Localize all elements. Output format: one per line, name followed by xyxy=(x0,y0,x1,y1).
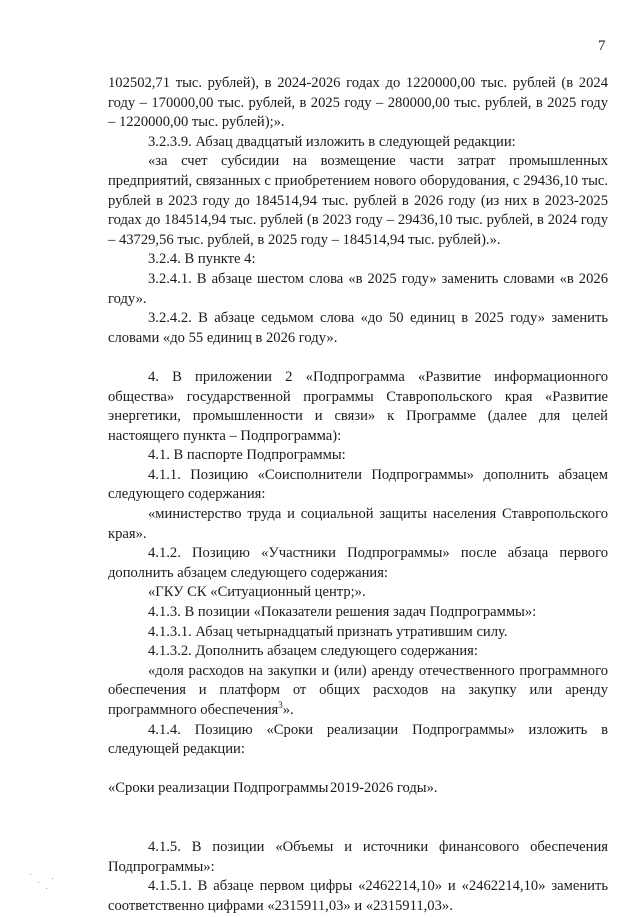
paragraph-tail: ». xyxy=(282,702,294,718)
document-body xyxy=(108,74,608,917)
paragraph: «за счет субсидии на возмещение части затрат промышленных предприятий, связанных с приобретением нового оборудования, с 29436,10 тыс. рублей в 2023 году до 184514,94 тыс. рублей в 2026 году (из них в 2023-2025 годах до 184514,94 тыс. рублей (в 2023 году – 29436,10 тыс. рублей, в 2024 году – 43729,56 тыс. рублей, в 2025 году – 184514,94 тыс. рублей).». xyxy=(108,153,608,248)
scan-speck xyxy=(38,882,39,883)
paragraph: 4. В приложении 2 «Подпрограмма «Развитие информационного общества» государственной программы Ставропольского края «Развитие энергетики, промышленности и связи» к Программе (далее для целей настоящего пункта – Подпрограмма): xyxy=(108,368,608,444)
paragraph: 4.1.1. Позицию «Соисполнители Подпрограммы» дополнить абзацем следующего содержания: xyxy=(108,466,608,503)
paragraph: 4.1.3. В позиции «Показатели решения задач Подпрограммы»: xyxy=(148,604,537,621)
paragraph: 3.2.4.1. В абзаце шестом слова «в 2025 году» заменить словами «в 2026 году». xyxy=(108,270,608,307)
paragraph: 4.1. В паспорте Подпрограммы: xyxy=(148,447,346,464)
paragraph: 4.1.5.1. В абзаце первом цифры «2462214,10» и «2462214,10» заменить соответственно цифрами «2315911,03» и «2315911,03». xyxy=(108,878,608,914)
paragraph: 3.2.4. В пункте 4: xyxy=(148,251,256,268)
table-row xyxy=(108,779,608,799)
spacer xyxy=(108,760,608,780)
spacer xyxy=(108,348,608,368)
scan-speck xyxy=(46,888,47,889)
scan-speck xyxy=(30,874,31,875)
table-cell-label: «Сроки реализации Подпрограммы xyxy=(108,780,329,797)
paragraph: 4.1.4. Позицию «Сроки реализации Подпрограммы» изложить в следующей редакции: xyxy=(108,721,608,758)
paragraph: 4.1.3.1. Абзац четырнадцатый признать утратившим силу. xyxy=(148,623,508,640)
paragraph: «ГКУ СК «Ситуационный центр;». xyxy=(148,584,366,601)
spacer xyxy=(108,819,608,839)
scan-speck xyxy=(52,878,53,879)
paragraph: 3.2.3.9. Абзац двадцатый изложить в следующей редакции: xyxy=(148,133,516,150)
paragraph: 4.1.5. В позиции «Объемы и источники финансового обеспечения Подпрограммы»: xyxy=(108,839,608,875)
table-cell-value: 2019-2026 годы». xyxy=(330,780,438,797)
spacer xyxy=(108,799,608,819)
footnote-marker: 3 xyxy=(278,700,283,711)
paragraph-text: «доля расходов на закупки и (или) аренду отечественного программного обеспечения и платформ от общих расходов на закупку или аренду программного обеспечения xyxy=(108,662,608,718)
page-number: 7 xyxy=(598,38,606,54)
paragraph xyxy=(108,662,608,721)
paragraph: 3.2.4.2. В абзаце седьмом слова «до 50 единиц в 2025 году» заменить словами «до 55 единиц в 2026 году». xyxy=(108,310,608,346)
paragraph: 102502,71 тыс. рублей), в 2024-2026 годах до 1220000,00 тыс. рублей (в 2024 году – 170000,00 тыс. рублей, в 2025 году – 280000,00 тыс. рублей, в 2025 году – 1220000,00 тыс. рублей);». xyxy=(108,75,608,131)
paragraph: 4.1.3.2. Дополнить абзацем следующего содержания: xyxy=(148,643,478,660)
paragraph: 4.1.2. Позицию «Участники Подпрограммы» после абзаца первого дополнить абзацем следующего содержания: xyxy=(108,545,608,581)
paragraph: «министерство труда и социальной защиты населения Ставропольского края». xyxy=(108,506,608,542)
